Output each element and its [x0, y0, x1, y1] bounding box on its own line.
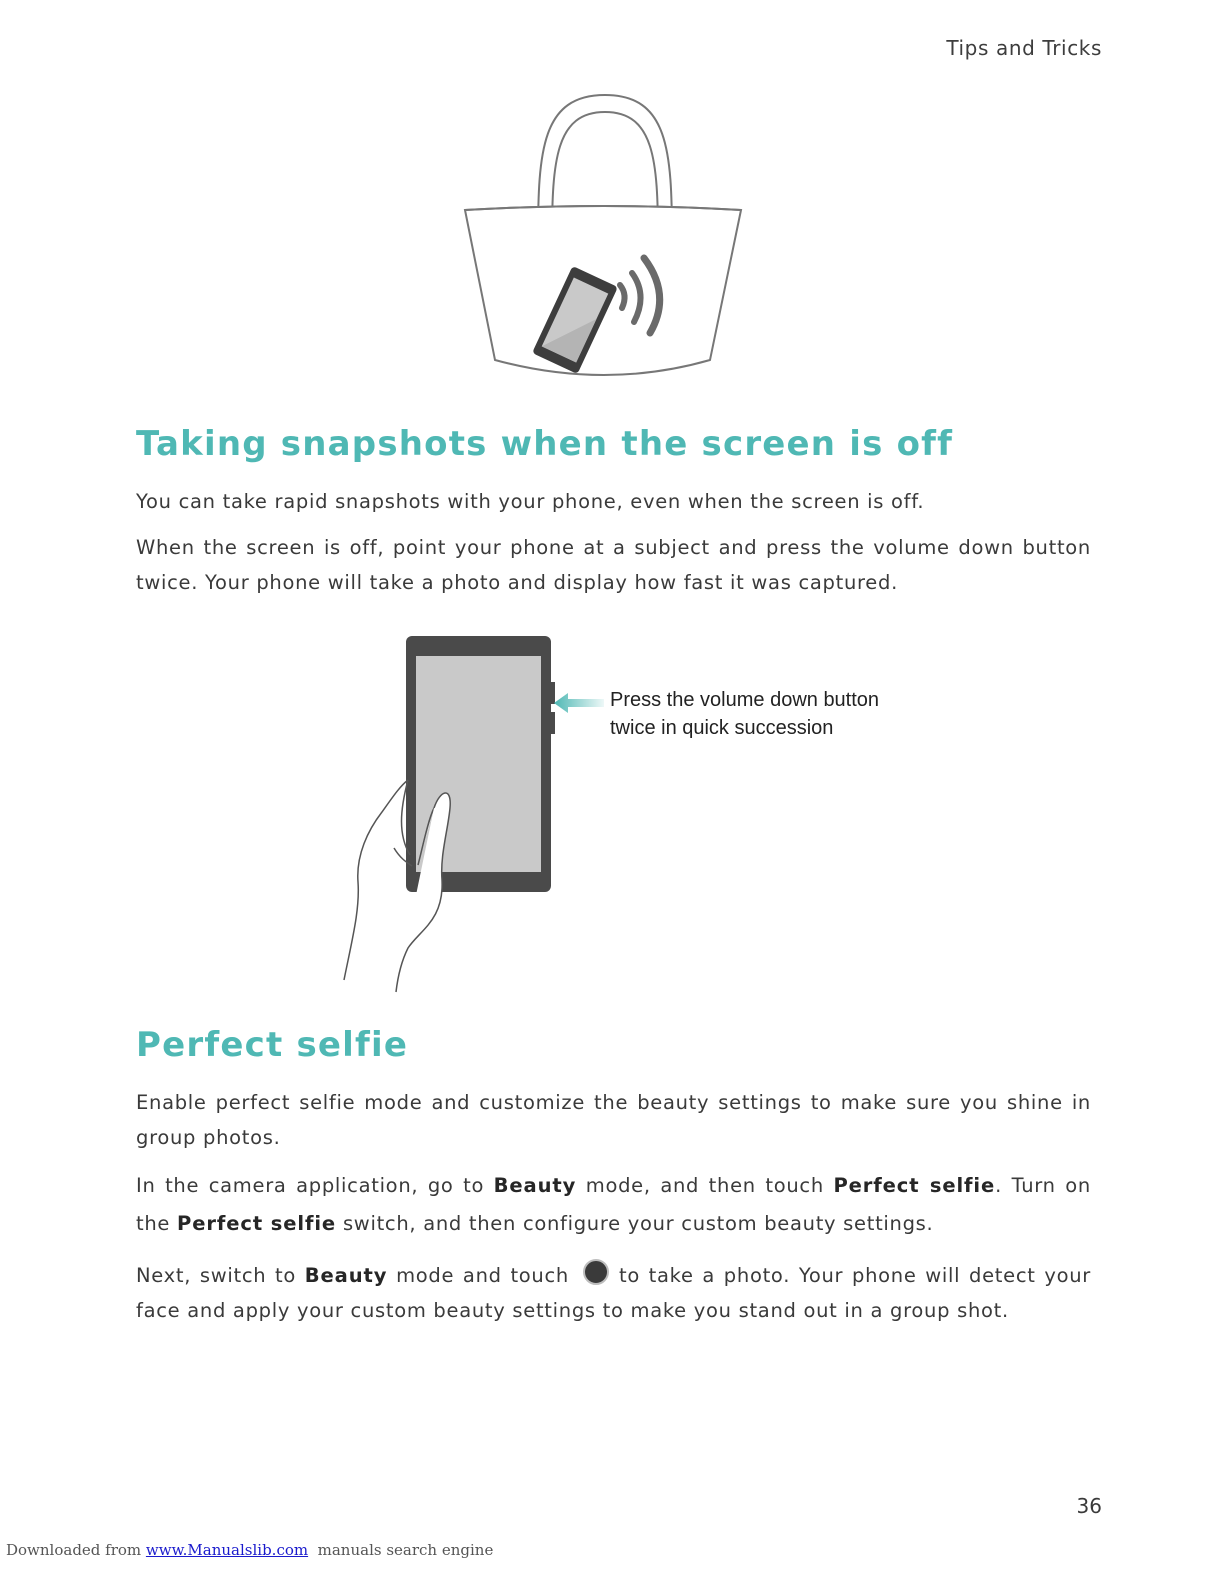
text-run: to take a photo. Your phone will detect your face and apply your custom beauty settings to make you stand out in a group shot. — [136, 1264, 1091, 1322]
manualslib-link[interactable]: www.Manualslib.com — [145, 1541, 309, 1559]
paragraph — [136, 1258, 1091, 1328]
hand-holding-phone-icon — [330, 630, 580, 995]
callout-text — [610, 686, 879, 742]
section-title-snapshots: Taking snapshots when the screen is off — [136, 424, 954, 464]
paragraph: Enable perfect selfie mode and customize the beauty settings to make sure you shine in group photos. — [136, 1091, 1091, 1149]
text-run: In the camera application, go to — [136, 1174, 494, 1197]
paragraph — [136, 1167, 1091, 1243]
page-number: 36 — [1076, 1494, 1102, 1518]
bold-mode-name: Beauty — [304, 1264, 388, 1287]
footer-prefix: Downloaded from — [6, 1541, 146, 1559]
shutter-icon — [583, 1259, 609, 1285]
text-run: mode and touch — [387, 1264, 569, 1287]
bold-mode-name: Beauty — [493, 1174, 577, 1197]
section-title-perfect-selfie: Perfect selfie — [136, 1025, 409, 1065]
text-run: Next, switch to — [136, 1264, 305, 1287]
callout-arrow-icon — [554, 692, 604, 714]
footer-suffix: manuals search engine — [308, 1541, 494, 1559]
bold-option-name: Perfect selfie — [833, 1174, 996, 1197]
paragraph: You can take rapid snapshots with your phone, even when the screen is off. — [136, 490, 925, 513]
download-footer — [6, 1541, 493, 1559]
bag-with-phone-icon — [460, 90, 750, 390]
callout-line-2: twice in quick succession — [610, 717, 834, 739]
text-run: switch, and then configure your custom beauty settings. — [336, 1212, 934, 1235]
paragraph: When the screen is off, point your phone at a subject and press the volume down button twice. Your phone will take a photo and display how fast it was captured. — [136, 536, 1091, 594]
text-run: . Turn on the — [136, 1174, 1091, 1235]
running-header: Tips and Tricks — [946, 36, 1102, 60]
text-run: mode, and then touch — [576, 1174, 834, 1197]
callout-line-1: Press the volume down button — [610, 689, 880, 711]
bold-option-name: Perfect selfie — [177, 1212, 337, 1235]
